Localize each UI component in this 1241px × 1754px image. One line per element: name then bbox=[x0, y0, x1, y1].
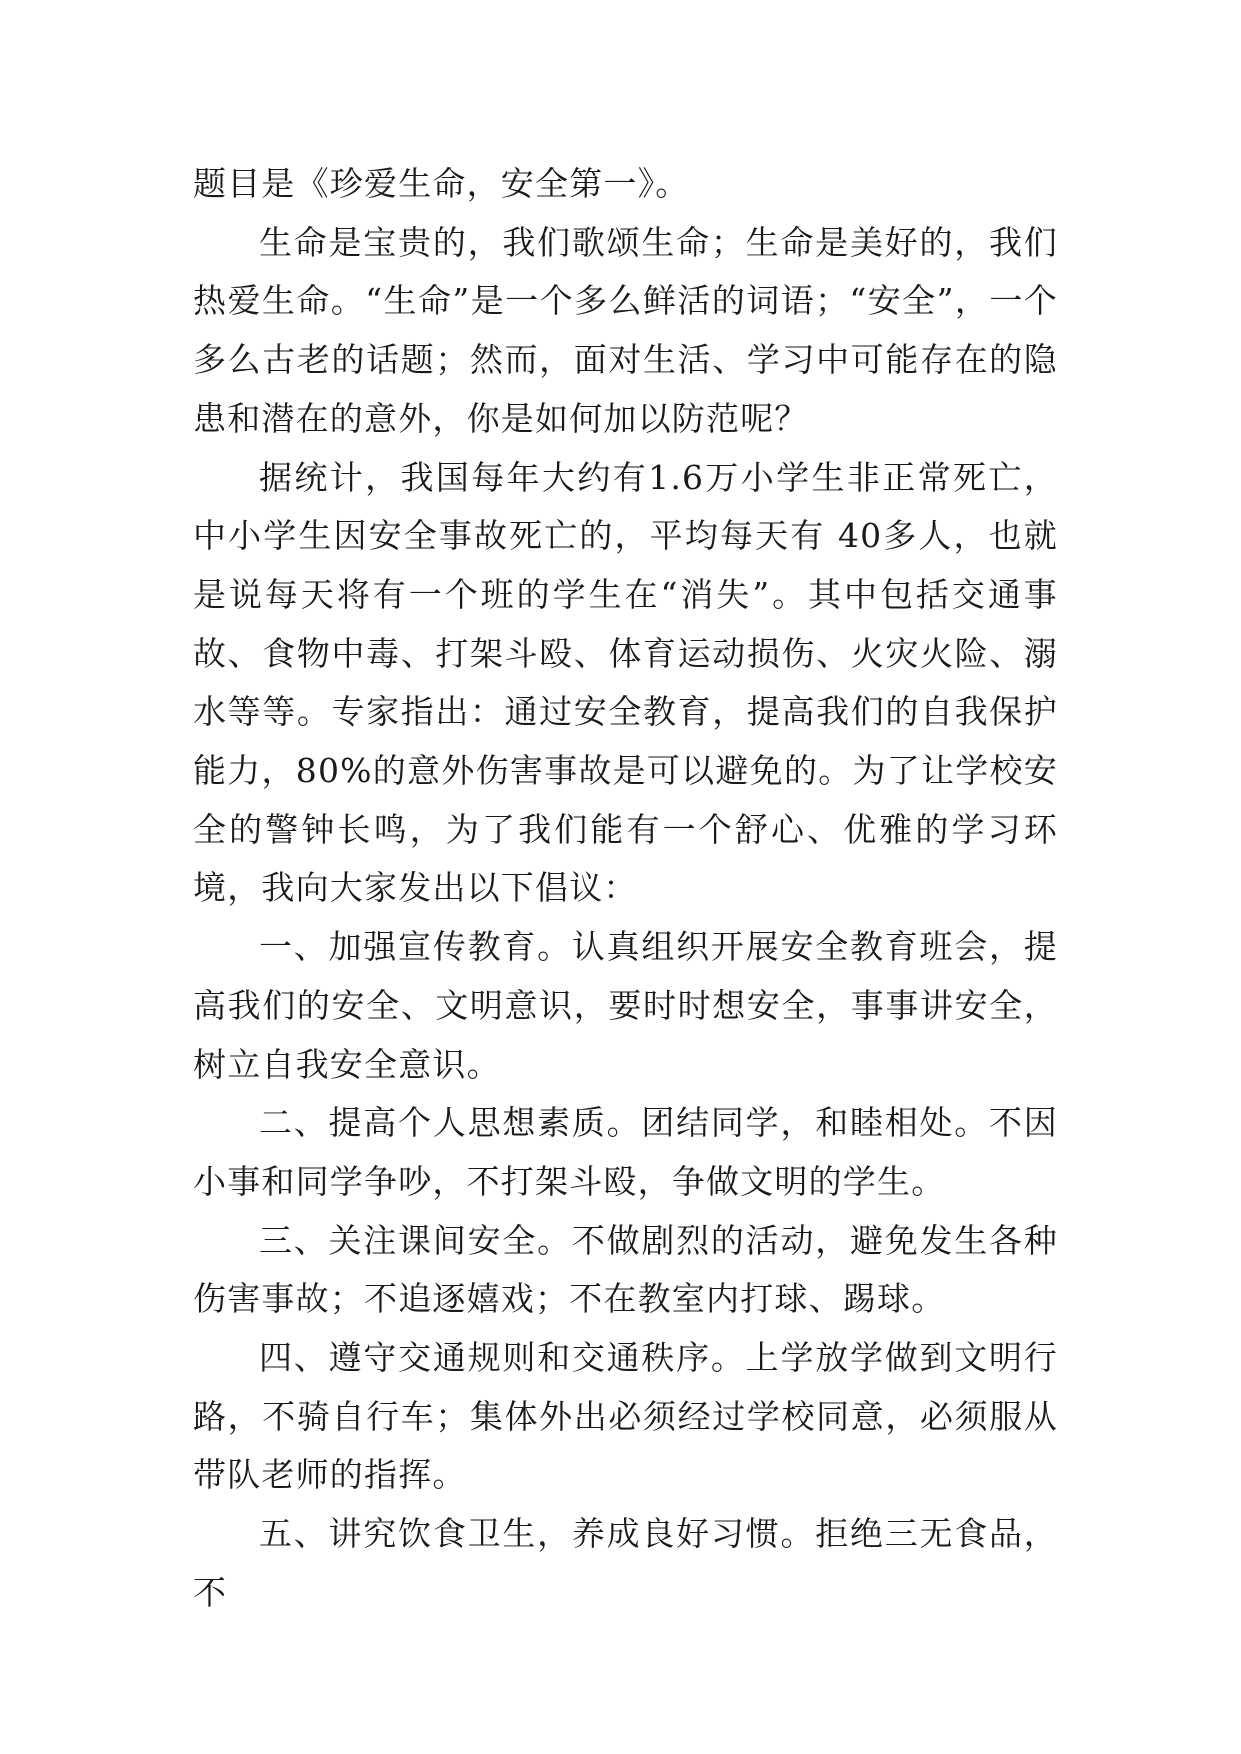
paragraph-life-precious: 生命是宝贵的，我们歌颂生命；生命是美好的，我们热爱生命。“生命”是一个多么鲜活的词语；“安全”，一个多么古老的话题；然而，面对生活、学习中可能存在的隐患和潜在的意外，你是如何加以防范呢？ bbox=[193, 222, 1058, 438]
paragraph-statistics: 据统计，我国每年大约有1.6万小学生非正常死亡，中小学生因安全事故死亡的，平均每天有 40多人，也就是说每天将有一个班的学生在“消失”。其中包括交通事故、食物中毒、打架斗殴、体育运动损伤、火灾火险、溺水等等。专家指出：通过安全教育，提高我们的自我保护能力，80%的意外伤害事故是可以避免的。为了让学校安全的警钟长鸣，为了我们能有一个舒心、优雅的学习环境，我向大家发出以下倡议： bbox=[193, 457, 1058, 908]
paragraph-item-three: 三、关注课间安全。不做剧烈的活动，避免发生各种伤害事故；不追逐嬉戏；不在教室内打球、踢球。 bbox=[193, 1220, 1058, 1319]
document-body bbox=[193, 155, 1058, 1623]
paragraph-item-one: 一、加强宣传教育。认真组织开展安全教育班会，提高我们的安全、文明意识，要时时想安全，事事讲安全，树立自我安全意识。 bbox=[193, 927, 1058, 1084]
paragraph-title-line: 题目是《珍爱生命，安全第一》。 bbox=[193, 164, 690, 203]
paragraph-item-four: 四、遵守交通规则和交通秩序。上学放学做到文明行路，不骑自行车；集体外出必须经过学校同意，必须服从带队老师的指挥。 bbox=[193, 1338, 1058, 1495]
paragraph-item-two: 二、提高个人思想素质。团结同学，和睦相处。不因小事和同学争吵，不打架斗殴，争做文明的学生。 bbox=[193, 1103, 1058, 1201]
paragraph-item-five: 五、讲究饮食卫生，养成良好习惯。拒绝三无食品，不 bbox=[193, 1514, 1058, 1612]
